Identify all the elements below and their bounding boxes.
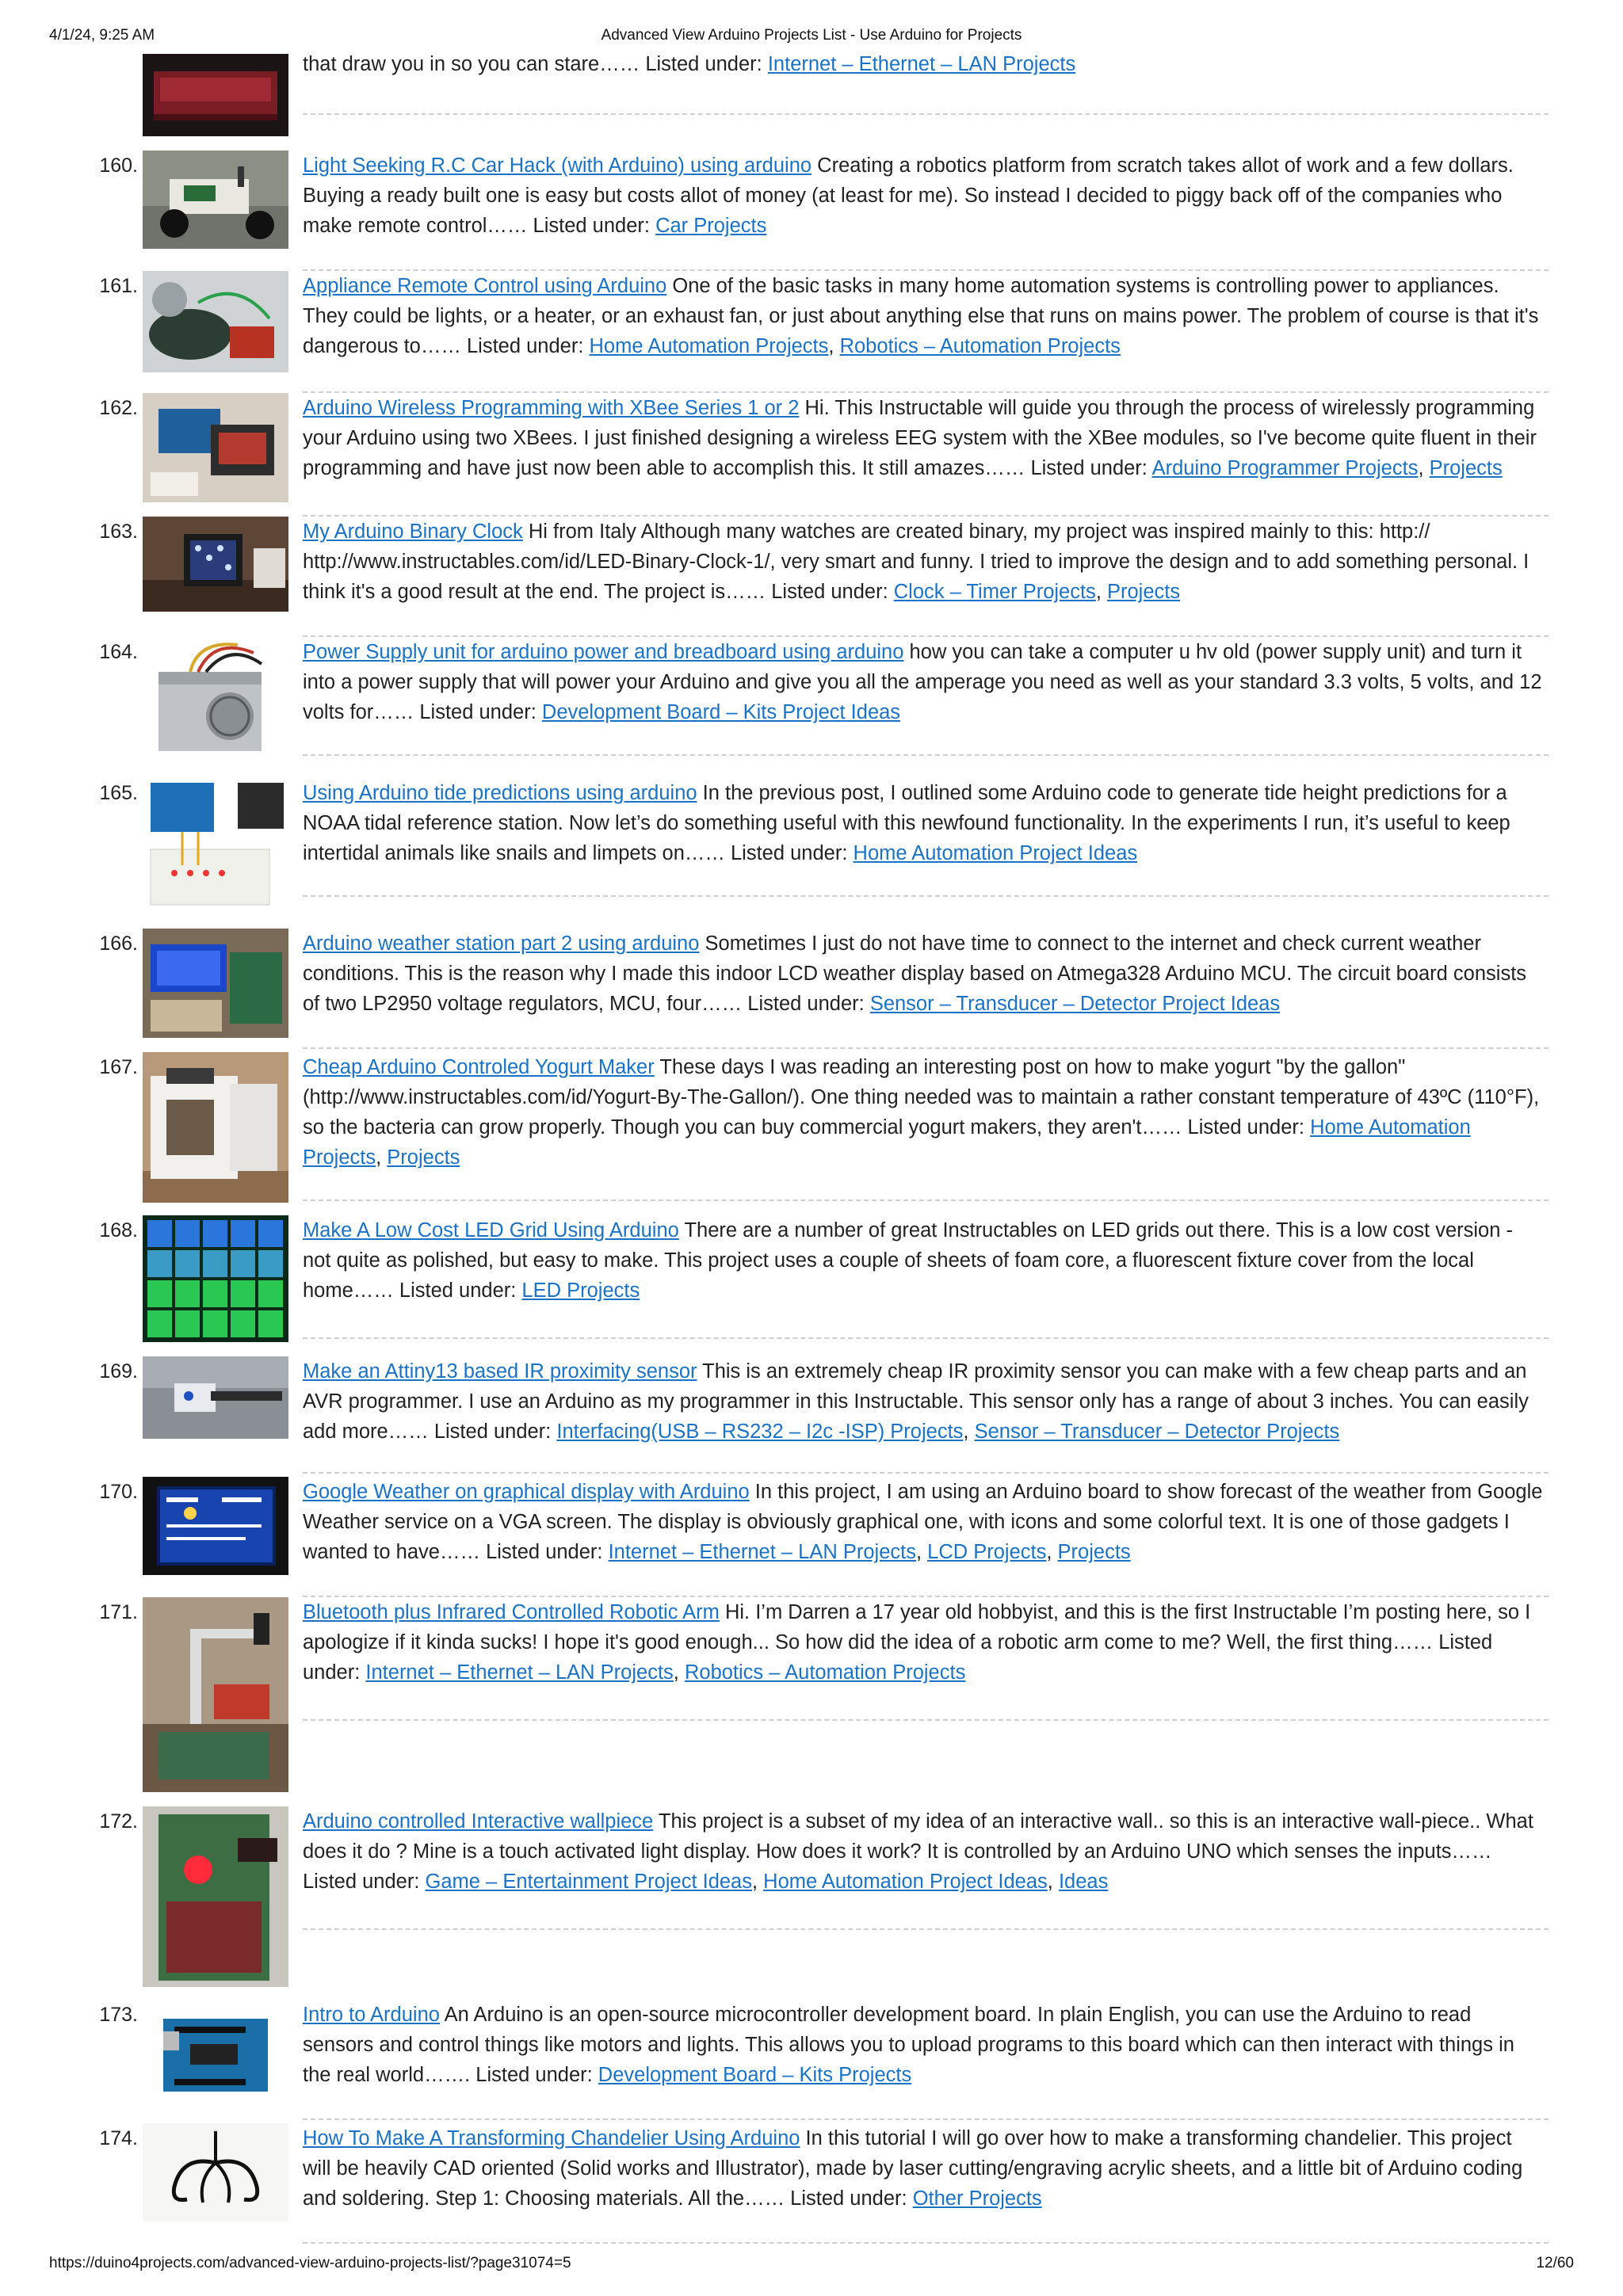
item-number: 169. [99, 1360, 138, 1383]
project-title-link[interactable]: Arduino controlled Interactive wallpiece [303, 1810, 654, 1833]
project-description: An Arduino is an open-source microcontroller development board. In plain English, you can use the Arduino to read sensors and control things like motors and lights. This allows you to upload programs to this board which can then interact with things in the real world……. [303, 2004, 1514, 2086]
yogurt-maker-thumbnail[interactable] [143, 1052, 288, 1203]
project-description: In the previous post, I outlined some Arduino code to generate tide height predictions for a NOAA tidal reference station. Now let’s do something useful with this newfound functionality. In the experiments I run, it’s useful to keep intertidal animals like snails and limpets on…… [303, 782, 1510, 864]
project-title-link[interactable]: Intro to Arduino [303, 2004, 440, 2026]
entry-divider [303, 1719, 1549, 1721]
entry-divider [303, 2119, 1549, 2120]
item-text [303, 49, 1545, 79]
item-text: Arduino Wireless Programming with XBee Series 1 or 2 Hi. This Instructable will guide you through the process of wirelessly programming your Arduino using two XBees. I just finished designing a wireless EEG system with the XBee modules, so I've become quite fluent in their programming and have just now been able to accomplish this. It still amazes…… Listed under: Arduino Programmer Projects, Projects [303, 397, 1537, 479]
entry-divider [303, 1472, 1549, 1474]
category-link[interactable]: Arduino Programmer Projects [1151, 457, 1419, 479]
category-link[interactable]: Robotics – Automation Projects [684, 1661, 966, 1684]
project-title-link[interactable]: My Arduino Binary Clock [303, 521, 523, 543]
category-link[interactable]: Home Automation Project Ideas [763, 1871, 1048, 1893]
listed-under-label: Listed under: [771, 581, 888, 603]
project-title-link[interactable]: Arduino Wireless Programming with XBee Series 1 or 2 [303, 397, 800, 419]
item-number: 171. [99, 1601, 138, 1623]
item-number: 164. [99, 641, 138, 663]
page-counter: 12/60 [1536, 2255, 1574, 2271]
xbee-boards-thumbnail[interactable] [143, 393, 288, 502]
item-text [303, 637, 1545, 727]
category-link[interactable]: Sensor – Transducer – Detector Project Ideas [869, 993, 1281, 1015]
item-text: Appliance Remote Control using Arduino One of the basic tasks in many home automation systems is controlling power to appliances. They could be lights, or a heater, or an exhaust fan, or just about anything else that runs on mains power. The problem of course is that it's dangerous to…… Listed under: Home Automation Projects, Robotics – Automation Projects [303, 275, 1539, 357]
project-description: There are a number of great Instructables on LED grids out there. This is a low cost version - not quite as polished, but easy to make. This project uses a couple of sheets of foam core, a fluorescent fixture cover from the local home…… [303, 1219, 1513, 1302]
item-text [303, 151, 1545, 241]
category-link[interactable]: Internet – Ethernet – LAN Projects [767, 53, 1076, 75]
category-link[interactable]: Home Automation Projects [303, 1116, 1471, 1169]
project-description: Creating a robotics platform from scratch takes allot of work and a few dollars. Buying a ready built one is easy but costs allot of money (at least for me). So instead I decided to piggy back off of the companies who make remote control…… [303, 154, 1514, 237]
print-date: 4/1/24, 9:25 AM [49, 27, 155, 44]
wallpiece-thumbnail[interactable] [143, 1806, 288, 1987]
category-link[interactable]: Development Board – Kits Projects [598, 2064, 912, 2086]
item-text [303, 929, 1545, 1019]
category-link[interactable]: Ideas [1058, 1871, 1109, 1893]
listed-under-label: Listed under: [645, 53, 762, 75]
project-title-link[interactable]: Appliance Remote Control using Arduino [303, 275, 667, 297]
wooden-box-thumbnail[interactable] [143, 54, 288, 136]
listed-under-label: Listed under: [790, 2187, 907, 2210]
item-number: 172. [99, 1810, 138, 1833]
category-link[interactable]: Internet – Ethernet – LAN Projects [608, 1541, 916, 1563]
rc-car-thumbnail[interactable] [143, 151, 288, 249]
listed-under-label: Listed under: [303, 1631, 1493, 1684]
project-title-link[interactable]: Cheap Arduino Controled Yogurt Maker [303, 1056, 655, 1078]
item-number: 162. [99, 397, 138, 419]
project-title-link[interactable]: Bluetooth plus Infrared Controlled Robotic Arm [303, 1601, 720, 1623]
item-number: 173. [99, 2004, 138, 2026]
entry-divider [303, 1199, 1549, 1201]
led-grid-thumbnail[interactable] [143, 1215, 288, 1342]
listed-under-label: Listed under: [433, 1421, 552, 1443]
entry-divider [303, 1337, 1549, 1339]
item-number: 168. [99, 1219, 138, 1241]
item-text [303, 778, 1545, 868]
project-description: This project is a subset of my idea of an interactive wall.. so this is an interactive wall-piece.. What does it do ? Mine is a touch activated light display. How does it work? It is controlled by an Arduino UNO which senses the inputs…… [303, 1810, 1533, 1863]
category-link[interactable]: LCD Projects [927, 1541, 1047, 1563]
category-link[interactable]: Home Automation Projects [589, 335, 829, 357]
item-text [303, 2123, 1545, 2214]
robotic-arm-thumbnail[interactable] [143, 1597, 288, 1792]
category-link[interactable]: Projects [1106, 581, 1181, 603]
item-number: 167. [99, 1056, 138, 1078]
category-link[interactable]: LED Projects [521, 1280, 640, 1302]
category-link[interactable]: Interfacing(USB – RS232 – I2c -ISP) Projects [556, 1421, 964, 1443]
project-description: how you can take a computer u hv old (power supply unit) and turn it into a power supply that will power your Arduino and give you all the amperage you need as well as your standard 3.3 volts, 5 volts, and 12 volts for…… [303, 641, 1542, 723]
listed-under-label: Listed under: [303, 1871, 420, 1893]
item-text: Bluetooth plus Infrared Controlled Robotic Arm Hi. I’m Darren a 17 year old hobbyist, and this is the first Instructable I’m posting here, so I apologize if it kinda sucks! I hope it's good enough... So how did the idea of a robotic arm come to me? Well, the first thing…… Listed under: Internet – Ethernet – LAN Projects, Robotics – Automation Projects [303, 1601, 1531, 1684]
category-link[interactable]: Other Projects [912, 2187, 1042, 2210]
category-link[interactable]: Internet – Ethernet – LAN Projects [365, 1661, 674, 1684]
item-text: Google Weather on graphical display with Arduino In this project, I am using an Arduino board to show forecast of the weather from Google Weather service on a VGA screen. The display is obviously graphical one, with icons and some colorful text. It is one of those gadgets I wanted to have…… Listed under: Internet – Ethernet – LAN Projects, LCD Projects, Projects [303, 1481, 1543, 1563]
category-link[interactable]: Projects [1429, 457, 1503, 479]
project-title-link[interactable]: How To Make A Transforming Chandelier Using Arduino [303, 2127, 800, 2149]
project-description: Hi from Italy Although many watches are created binary, my project was inspired mainly to this: http:// http://www.instructables.com/id/LED-Binary-Clock-1/, very smart and funny. I tried to improve the design and to add something personal. I think it's a good result at the end. The project is…… [303, 521, 1529, 603]
project-title-link[interactable]: Make an Attiny13 based IR proximity sensor [303, 1360, 697, 1383]
project-title-link[interactable]: Power Supply unit for arduino power and breadboard using arduino [303, 641, 904, 663]
project-title-link[interactable]: Light Seeking R.C Car Hack (with Arduino) using arduino [303, 154, 812, 177]
project-description: In this project, I am using an Arduino board to show forecast of the weather from Google Weather service on a VGA screen. The display is obviously graphical one, with icons and some colorful text. It is one of those gadgets I wanted to have…… [303, 1481, 1543, 1563]
category-link[interactable]: Projects [1057, 1541, 1131, 1563]
ir-sensor-thumbnail[interactable] [143, 1356, 288, 1439]
item-number: 174. [99, 2127, 138, 2149]
item-text: Make an Attiny13 based IR proximity sensor This is an extremely cheap IR proximity sensor you can make with a few cheap parts and an AVR programmer. I use an Arduino as my programmer in this Instructable. This sensor only has a range of about 3 inches. You can easily add more…… Listed under: Interfacing(USB – RS232 – I2c -ISP) Projects, Sensor – Transducer – Detector Projects [303, 1360, 1529, 1443]
arduino-board-thumbnail[interactable] [143, 2000, 288, 2111]
entry-divider [303, 1047, 1549, 1049]
entry-divider [303, 754, 1549, 756]
listed-under-label: Listed under: [1187, 1116, 1304, 1138]
category-link[interactable]: Projects [387, 1146, 460, 1169]
project-description: These days I was reading an interesting post on how to make yogurt "by the gallon" (http://www.instructables.com/id/Yogurt-By-The-Gallon/). One thing needed was to maintain a rather constant temperature of 43ºC (110°F), so the bacteria can grow properly. Though you can buy commercial yogurt makers, they aren't…… [303, 1056, 1540, 1138]
listed-under-label: Listed under: [747, 993, 865, 1015]
category-link[interactable]: Development Board – Kits Project Ideas [541, 701, 901, 723]
entry-divider [303, 1928, 1549, 1930]
power-supply-thumbnail[interactable] [143, 637, 288, 764]
project-description: In this tutorial I will go over how to make a transforming chandelier. This project will be heavily CAD oriented (Solid works and Illustrator), made by laser cutting/engraving acrylic sheets, and a little bit of Arduino coding and soldering. Step 1: Choosing materials. All the…… [303, 2127, 1523, 2210]
weather-station-thumbnail[interactable] [143, 929, 288, 1038]
entry-divider [303, 2242, 1549, 2244]
project-description: that draw you in so you can stare…… [303, 53, 640, 75]
project-title-link[interactable]: Arduino weather station part 2 using arduino [303, 933, 700, 955]
print-footer [49, 2255, 1574, 2279]
project-title-link[interactable]: Make A Low Cost LED Grid Using Arduino [303, 1219, 679, 1241]
item-number: 166. [99, 933, 138, 955]
project-description: Sometimes I just do not have time to connect to the internet and check current weather conditions. This is the reason why I made this indoor LCD weather display based on Atmega328 Arduino MCU. The circuit board consists of two LP2950 voltage regulators, MCU, four…… [303, 933, 1527, 1015]
category-link[interactable]: Sensor – Transducer – Detector Projects [974, 1421, 1340, 1443]
listed-under-label: Listed under: [419, 701, 537, 723]
project-description: Hi. I’m Darren a 17 year old hobbyist, and this is the first Instructable I’m posting here, so I apologize if it kinda sucks! I hope it's good enough... So how did the idea of a robotic arm come to me? Well, the first thing…… [303, 1601, 1531, 1653]
entry-divider [303, 113, 1549, 115]
item-text: Arduino controlled Interactive wallpiece This project is a subset of my idea of an interactive wall.. so this is an interactive wall-piece.. What does it do ? Mine is a touch activated light display. How does it work? It is controlled by an Arduino UNO which senses the inputs…… Listed under: Game – Entertainment Project Ideas, Home Automation Project Ideas, Ideas [303, 1810, 1533, 1893]
entry-divider [303, 895, 1549, 897]
item-number: 163. [99, 521, 138, 543]
item-number: 160. [99, 154, 138, 177]
item-text: My Arduino Binary Clock Hi from Italy Although many watches are created binary, my project was inspired mainly to this: http:// http://www.instructables.com/id/LED-Binary-Clock-1/, very smart and funny. I tried to improve the design and to add something personal. I think it's a good result at the end. The project is…… Listed under: Clock – Timer Projects, Projects [303, 521, 1529, 603]
category-link[interactable]: Home Automation Project Ideas [853, 842, 1138, 864]
item-number: 161. [99, 275, 138, 297]
item-text [303, 1215, 1545, 1306]
project-title-link[interactable]: Google Weather on graphical display with Arduino [303, 1481, 750, 1503]
tide-circuit-thumbnail[interactable] [143, 778, 288, 911]
listed-under-label: Listed under: [731, 842, 848, 864]
category-link[interactable]: Car Projects [655, 215, 767, 237]
item-text [303, 2000, 1545, 2090]
listed-under-label: Listed under: [1030, 457, 1148, 479]
binary-clock-thumbnail[interactable] [143, 517, 288, 612]
weather-display-thumbnail[interactable] [143, 1477, 288, 1575]
category-link[interactable]: Robotics – Automation Projects [839, 335, 1121, 357]
print-page-title: Advanced View Arduino Projects List - Use Arduino for Projects [601, 27, 1022, 44]
remote-control-thumbnail[interactable] [143, 271, 288, 372]
project-description: One of the basic tasks in many home automation systems is controlling power to appliances. They could be lights, or a heater, or an exhaust fan, or just about anything else that runs on mains power. The problem of course is that it's dangerous to…… [303, 275, 1539, 357]
listed-under-label: Listed under: [466, 335, 584, 357]
print-url: https://duino4projects.com/advanced-view-arduino-projects-list/?page31074=5 [49, 2255, 571, 2271]
item-number: 165. [99, 782, 138, 804]
project-title-link[interactable]: Using Arduino tide predictions using arduino [303, 782, 697, 804]
chandelier-thumbnail[interactable] [143, 2123, 288, 2222]
category-link[interactable]: Game – Entertainment Project Ideas [425, 1871, 752, 1893]
listed-under-label: Listed under: [475, 2064, 593, 2086]
category-link[interactable]: Clock – Timer Projects [893, 581, 1096, 603]
listed-under-label: Listed under: [399, 1280, 517, 1302]
project-description: Hi. This Instructable will guide you through the process of wirelessly programming your Arduino using two XBees. I just finished designing a wireless EEG system with the XBee modules, so I've become quite fluent in their programming and have just now been able to accomplish this. It still amazes…… [303, 397, 1537, 479]
item-text: Cheap Arduino Controled Yogurt Maker These days I was reading an interesting post on how to make yogurt "by the gallon" (http://www.instructables.com/id/Yogurt-By-The-Gallon/). One thing needed was to maintain a rather constant temperature of 43ºC (110°F), so the bacteria can grow properly. Though you can buy commercial yogurt makers, they aren't…… Listed under: Home Automation Projects, Projects [303, 1056, 1540, 1169]
item-number: 170. [99, 1481, 138, 1503]
listed-under-label: Listed under: [486, 1541, 603, 1563]
project-description: This is an extremely cheap IR proximity sensor you can make with a few cheap parts and an AVR programmer. I use an Arduino as my programmer in this Instructable. This sensor only has a range of about 3 inches. You can easily add more…… [303, 1360, 1529, 1443]
listed-under-label: Listed under: [533, 215, 650, 237]
